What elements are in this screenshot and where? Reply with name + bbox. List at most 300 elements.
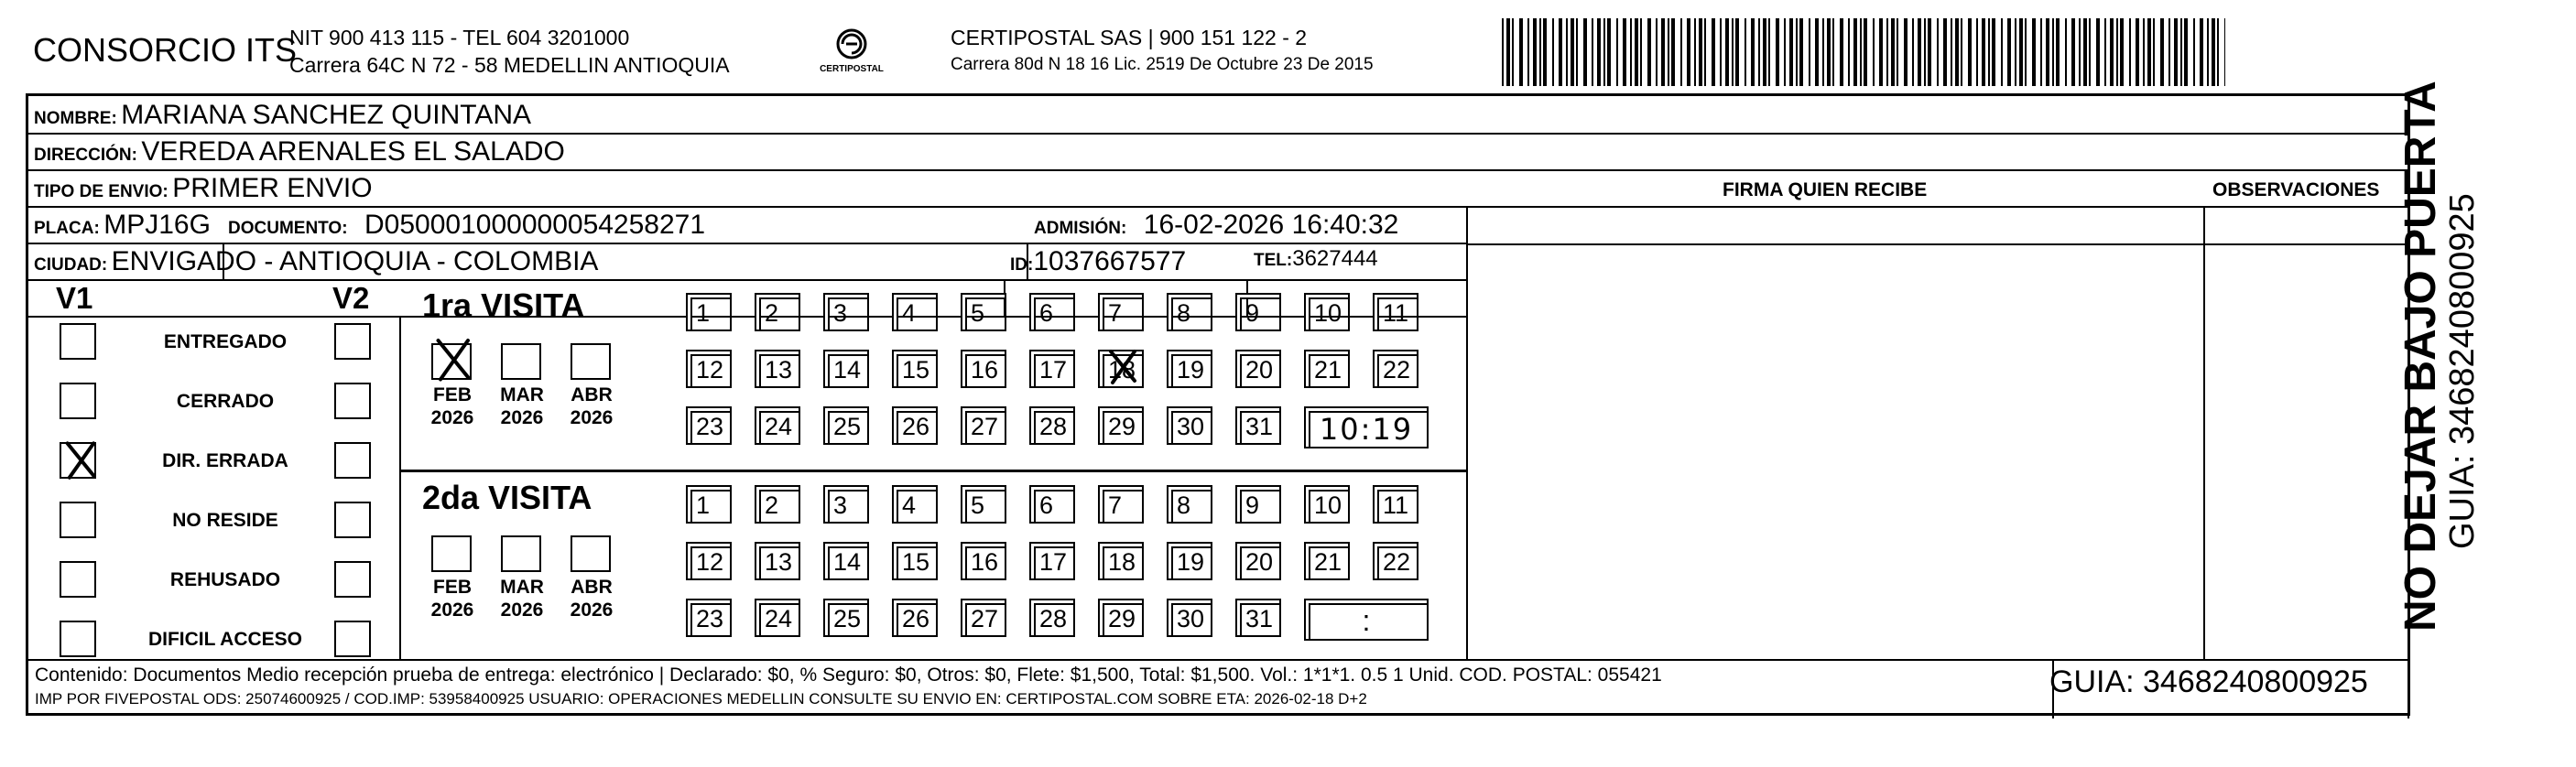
day-number: 5: [971, 492, 985, 519]
day-box[interactable]: [1167, 599, 1212, 637]
barcode-bar: [1566, 18, 1568, 86]
barcode-bar: [1704, 18, 1706, 86]
barcode-bar: [2168, 18, 2170, 86]
day-box[interactable]: [1029, 406, 1075, 445]
day-box[interactable]: [1098, 485, 1144, 524]
barcode-bar: [1918, 18, 1921, 86]
day-box[interactable]: [1098, 599, 1144, 637]
day-number: 28: [1039, 413, 1068, 440]
day-box[interactable]: [686, 350, 732, 388]
month-checkbox[interactable]: [501, 343, 541, 380]
barcode-bar: [1539, 18, 1541, 86]
visit-time: :: [1362, 604, 1371, 637]
month-checkbox[interactable]: [571, 343, 611, 380]
day-number: 8: [1177, 299, 1191, 327]
day-number: 21: [1314, 356, 1342, 384]
v2-checkbox[interactable]: [334, 502, 371, 538]
v2-checkbox[interactable]: [334, 442, 371, 479]
barcode-bar: [1832, 18, 1834, 86]
barcode-bar: [2079, 18, 2081, 86]
month-year: 2026: [500, 600, 544, 621]
day-number: 14: [833, 356, 862, 384]
day-number: 25: [833, 605, 862, 632]
recipient-name-row: [34, 100, 531, 131]
footer-guia: GUIA: 3468240800925: [2049, 664, 2368, 699]
status-option-label: DIR. ERRADA: [162, 450, 288, 471]
day-number: 4: [902, 299, 917, 327]
day-number: 1: [696, 492, 711, 519]
barcode-bar: [1968, 18, 1972, 86]
day-box[interactable]: [1029, 350, 1075, 388]
barcode-bar: [1860, 18, 1862, 86]
documento-value: D050001000000054258271: [364, 210, 706, 240]
day-number: 12: [696, 356, 724, 384]
month-checkbox[interactable]: [431, 535, 472, 572]
day-box[interactable]: [823, 542, 869, 580]
day-box[interactable]: [892, 485, 938, 524]
barcode-bar: [1502, 18, 1504, 86]
shipment-type: PRIMER ENVIO: [172, 173, 373, 203]
handwritten-check-mark: [1105, 348, 1142, 384]
barcode-bar: [2160, 18, 2164, 86]
barcode-bar: [2120, 18, 2124, 86]
barcode-bar: [1712, 18, 1715, 86]
day-number: 13: [765, 548, 793, 576]
day-box[interactable]: [755, 293, 800, 331]
day-number: 28: [1039, 605, 1068, 632]
day-box[interactable]: [1304, 485, 1350, 524]
handwritten-check-mark: [431, 336, 477, 382]
ciudad-value: ENVIGADO - ANTIOQUIA - COLOMBIA: [111, 246, 599, 276]
day-box[interactable]: [1235, 599, 1281, 637]
day-box[interactable]: [755, 599, 800, 637]
day-number: 10: [1314, 492, 1342, 519]
day-number: 13: [765, 356, 793, 384]
time-box[interactable]: [1304, 406, 1429, 448]
day-box[interactable]: [755, 350, 800, 388]
barcode-bar: [1725, 18, 1729, 86]
day-box[interactable]: [1167, 406, 1212, 445]
barcode-bar: [1603, 18, 1605, 86]
day-box[interactable]: [1373, 293, 1418, 331]
documento-label: DOCUMENTO:: [228, 219, 348, 238]
direccion-label: DIRECCIÓN:: [34, 146, 137, 165]
day-box[interactable]: [892, 599, 938, 637]
admision-value: 16-02-2026 16:40:32: [1143, 210, 1399, 240]
day-box[interactable]: [686, 599, 732, 637]
placa-field: [34, 210, 211, 241]
month-checkbox[interactable]: [571, 535, 611, 572]
barcode-bar: [1897, 18, 1898, 86]
day-box[interactable]: [755, 485, 800, 524]
day-number: 19: [1177, 548, 1205, 576]
barcode-bar: [1597, 18, 1601, 86]
barcode-bar: [1668, 18, 1669, 86]
barcode-bar: [2200, 18, 2203, 86]
barcode-bar: [2001, 18, 2003, 86]
day-box[interactable]: [1304, 542, 1350, 580]
barcode-bar: [1809, 18, 1810, 86]
barcode-bar: [1840, 18, 1843, 86]
barcode-bar: [1583, 18, 1587, 86]
day-box[interactable]: [961, 293, 1006, 331]
day-box[interactable]: [1167, 350, 1212, 388]
barcode-bar: [1789, 18, 1793, 86]
barcode-bar: [1623, 18, 1626, 86]
barcode-bar: [1640, 18, 1642, 86]
day-number: 16: [971, 356, 999, 384]
barcode-bar: [1687, 18, 1690, 86]
tel-label: TEL:: [1254, 251, 1293, 270]
day-box[interactable]: [961, 485, 1006, 524]
observaciones-header: OBSERVACIONES: [2212, 179, 2380, 200]
day-box[interactable]: [1304, 293, 1350, 331]
barcode-bar: [2110, 18, 2114, 86]
barcode-bar: [2116, 18, 2118, 86]
day-number: 20: [1245, 356, 1274, 384]
barcode-bar: [1873, 18, 1875, 86]
barcode-bar: [1988, 18, 1990, 86]
barcode-bar: [1527, 18, 1529, 86]
day-number: 6: [1039, 492, 1054, 519]
month-label: [494, 384, 550, 429]
day-box[interactable]: [1373, 350, 1418, 388]
barcode-bar: [2096, 18, 2100, 86]
barcode-bar: [1571, 18, 1574, 86]
id-label: ID:: [1010, 255, 1034, 275]
barcode-bar: [1928, 18, 1931, 86]
day-box[interactable]: [1098, 406, 1144, 445]
day-number: 25: [833, 413, 862, 440]
day-box[interactable]: [755, 406, 800, 445]
v2-checkbox[interactable]: [334, 561, 371, 598]
status-option-label: DIFICIL ACCESO: [147, 629, 302, 650]
day-number: 31: [1245, 605, 1274, 632]
day-number: 2: [765, 492, 779, 519]
barcode-bar: [1661, 18, 1665, 86]
barcode-bar: [1992, 18, 1995, 86]
day-number: 11: [1383, 299, 1409, 327]
day-box[interactable]: [1098, 293, 1144, 331]
barcode-bar: [2153, 18, 2155, 86]
day-box[interactable]: [1029, 485, 1075, 524]
day-number: 4: [902, 492, 917, 519]
recipient-address: VEREDA ARENALES EL SALADO: [141, 136, 565, 167]
barcode-bar: [2193, 18, 2195, 86]
barcode-bar: [1559, 18, 1562, 86]
day-box[interactable]: [892, 406, 938, 445]
day-box[interactable]: [1235, 293, 1281, 331]
day-number: 17: [1039, 356, 1068, 384]
barcode-bar: [1976, 18, 1978, 86]
barcode-bar: [2212, 18, 2215, 86]
day-number: 15: [902, 548, 930, 576]
day-box[interactable]: [823, 485, 869, 524]
barcode-bar: [1886, 18, 1888, 86]
day-number: 27: [971, 413, 999, 440]
barcode-bar: [1732, 18, 1734, 86]
v1-checkbox[interactable]: [60, 561, 96, 598]
v1-checkbox[interactable]: [60, 502, 96, 538]
day-number: 11: [1383, 492, 1409, 519]
barcode-bar: [2019, 18, 2023, 86]
day-box[interactable]: [686, 485, 732, 524]
barcode: [1502, 18, 2225, 86]
month-label: [494, 576, 550, 621]
barcode-bar: [1951, 18, 1952, 86]
certipostal-info: [951, 24, 1374, 79]
barcode-bar: [1937, 18, 1939, 86]
day-box[interactable]: [1235, 485, 1281, 524]
admision-label: ADMISIÓN:: [1034, 219, 1127, 238]
barcode-bar: [2104, 18, 2106, 86]
tel-field: [1254, 246, 1378, 272]
barcode-bar: [1607, 18, 1611, 86]
v2-checkbox[interactable]: [334, 383, 371, 419]
barcode-bar: [2056, 18, 2060, 86]
barcode-bar: [1751, 18, 1755, 86]
day-number: 27: [971, 605, 999, 632]
barcode-bar: [1776, 18, 1779, 86]
day-box[interactable]: [1167, 293, 1212, 331]
barcode-bar: [2040, 18, 2042, 86]
v2-header: V2: [332, 281, 370, 315]
company-name: CONSORCIO ITS: [33, 31, 298, 69]
day-number: 7: [1108, 299, 1123, 327]
certipostal-line: CERTIPOSTAL SAS | 900 151 122 - 2: [951, 26, 1308, 49]
day-box[interactable]: [755, 542, 800, 580]
month-year: 2026: [500, 407, 544, 428]
recipient-name: MARIANA SANCHEZ QUINTANA: [121, 100, 532, 130]
barcode-bar: [1904, 18, 1908, 86]
day-box[interactable]: [823, 293, 869, 331]
barcode-bar: [1864, 18, 1867, 86]
barcode-bar: [2083, 18, 2087, 86]
day-box[interactable]: [892, 350, 938, 388]
barcode-bar: [1827, 18, 1831, 86]
barcode-bar: [1853, 18, 1857, 86]
barcode-bar: [1671, 18, 1675, 86]
barcode-bar: [1720, 18, 1722, 86]
ciudad-label: CIUDAD:: [34, 255, 108, 275]
id-value: 1037667577: [1033, 246, 1187, 276]
day-number: 18: [1108, 548, 1136, 576]
day-box[interactable]: [1235, 350, 1281, 388]
barcode-bar: [1912, 18, 1914, 86]
barcode-bar: [1799, 18, 1803, 86]
day-box[interactable]: [823, 350, 869, 388]
day-box[interactable]: [1167, 542, 1212, 580]
day-box[interactable]: [1029, 542, 1075, 580]
address-line: Carrera 64C N 72 - 58 MEDELLIN ANTIOQUIA: [289, 53, 730, 77]
day-box[interactable]: [1373, 542, 1418, 580]
barcode-bar: [2046, 18, 2049, 86]
barcode-bar: [1533, 18, 1537, 86]
day-number: 8: [1177, 492, 1191, 519]
barcode-bar: [1815, 18, 1819, 86]
v2-checkbox[interactable]: [334, 323, 371, 360]
barcode-bar: [1982, 18, 1985, 86]
status-option-label: CERRADO: [176, 391, 275, 412]
day-number: 24: [765, 413, 793, 440]
barcode-bar: [2032, 18, 2036, 86]
footer-contents: Contenido: Documentos Medio recepción prueba de entrega: electrónico | Declarado: $0, % Seguro: $0, Otros: $0, Flete: $1,500, Total: $1,500. Vol.: 1*1*1. 0.5 1 Unid. COD. POSTAL: 055421: [35, 664, 1662, 686]
logo-text: CERTIPOSTAL: [820, 64, 884, 74]
day-box[interactable]: [1304, 350, 1350, 388]
day-box[interactable]: [823, 406, 869, 445]
barcode-bar: [1635, 18, 1638, 86]
status-option-label: REHUSADO: [169, 569, 281, 590]
day-number: 18: [1108, 356, 1136, 384]
v1-checkbox[interactable]: [60, 383, 96, 419]
day-number: 29: [1108, 605, 1136, 632]
barcode-bar: [1745, 18, 1746, 86]
placa-value: MPJ16G: [103, 210, 211, 240]
visit2-title: 2da VISITA: [422, 479, 592, 516]
v1-checkbox[interactable]: [60, 323, 96, 360]
barcode-bar: [1879, 18, 1883, 86]
day-box[interactable]: [1235, 406, 1281, 445]
side-guia: GUIA: 3468240800925: [2443, 193, 2482, 549]
status-option-label: NO RESIDE: [172, 510, 278, 531]
barcode-bar: [2224, 18, 2225, 86]
day-box[interactable]: [1167, 485, 1212, 524]
day-number: 3: [833, 492, 848, 519]
day-number: 6: [1039, 299, 1054, 327]
v2-checkbox[interactable]: [334, 621, 371, 657]
month-name: FEB: [433, 577, 472, 598]
certipostal-logo: [806, 26, 897, 81]
day-number: 20: [1245, 548, 1274, 576]
month-name: FEB: [433, 384, 472, 405]
barcode-bar: [1656, 18, 1658, 86]
month-label: [563, 384, 620, 429]
side-warning: NO DEJAR BAJO PUERTA: [2397, 81, 2445, 632]
status-option-label: ENTREGADO: [163, 331, 288, 352]
barcode-bar: [1763, 18, 1766, 86]
day-box[interactable]: [686, 406, 732, 445]
day-box[interactable]: [686, 293, 732, 331]
day-number: 19: [1177, 356, 1205, 384]
month-year: 2026: [430, 407, 474, 428]
day-number: 3: [833, 299, 848, 327]
day-box[interactable]: [1029, 293, 1075, 331]
barcode-bar: [1506, 18, 1510, 86]
barcode-bar: [2129, 18, 2131, 86]
barcode-bar: [1943, 18, 1947, 86]
day-box[interactable]: [1098, 542, 1144, 580]
barcode-bar: [2136, 18, 2139, 86]
id-field: [1010, 246, 1186, 277]
barcode-bar: [1519, 18, 1523, 86]
certipostal-license: Carrera 80d N 18 16 Lic. 2519 De Octubre 23 De 2015: [951, 55, 1374, 74]
v1-checkbox[interactable]: [60, 621, 96, 657]
day-number: 30: [1177, 605, 1205, 632]
barcode-bar: [1891, 18, 1895, 86]
barcode-bar: [1694, 18, 1696, 86]
day-number: 7: [1108, 492, 1123, 519]
day-box[interactable]: [1029, 599, 1075, 637]
month-name: ABR: [571, 577, 613, 598]
day-box[interactable]: [892, 293, 938, 331]
day-number: 26: [902, 413, 930, 440]
barcode-bar: [1592, 18, 1593, 86]
visit-time: 10:19: [1319, 412, 1414, 447]
ciudad-field: [34, 246, 598, 277]
handwritten-check-mark: [61, 439, 102, 480]
month-name: MAR: [500, 577, 544, 598]
barcode-bar: [1576, 18, 1578, 86]
shipment-type-row: [34, 173, 373, 204]
barcode-bar: [2089, 18, 2091, 86]
day-number: 17: [1039, 548, 1068, 576]
day-number: 30: [1177, 413, 1205, 440]
barcode-bar: [2025, 18, 2027, 86]
barcode-bar: [1955, 18, 1959, 86]
month-checkbox[interactable]: [501, 535, 541, 572]
placa-label: PLACA:: [34, 219, 100, 238]
barcode-bar: [1784, 18, 1786, 86]
barcode-bar: [1630, 18, 1632, 86]
barcode-bar: [2207, 18, 2209, 86]
day-box[interactable]: [823, 599, 869, 637]
barcode-bar: [1543, 18, 1547, 86]
day-number: 29: [1108, 413, 1136, 440]
delivery-form: [26, 93, 2410, 716]
day-number: 12: [696, 548, 724, 576]
company-contact: [289, 24, 730, 79]
month-year: 2026: [570, 407, 614, 428]
day-box[interactable]: [961, 350, 1006, 388]
barcode-bar: [1616, 18, 1618, 86]
barcode-bar: [1735, 18, 1739, 86]
month-year: 2026: [570, 600, 614, 621]
day-number: 9: [1245, 492, 1260, 519]
barcode-bar: [2052, 18, 2054, 86]
barcode-bar: [2147, 18, 2151, 86]
barcode-bar: [2184, 18, 2188, 86]
day-number: 26: [902, 605, 930, 632]
day-box[interactable]: [892, 542, 938, 580]
day-number: 10: [1314, 299, 1342, 327]
month-label: [424, 576, 481, 621]
day-box[interactable]: [961, 542, 1006, 580]
day-number: 23: [696, 605, 724, 632]
day-box[interactable]: [1373, 485, 1418, 524]
day-number: 22: [1383, 356, 1411, 384]
barcode-bar: [1680, 18, 1682, 86]
visit1-title: 1ra VISITA: [422, 286, 585, 324]
day-box[interactable]: [961, 406, 1006, 445]
month-label: [563, 576, 620, 621]
nombre-label: NOMBRE:: [34, 109, 117, 128]
day-box[interactable]: [1235, 542, 1281, 580]
barcode-bar: [1924, 18, 1926, 86]
month-name: ABR: [571, 384, 613, 405]
barcode-bar: [1758, 18, 1760, 86]
day-box[interactable]: [961, 599, 1006, 637]
tipo-label: TIPO DE ENVIO:: [34, 182, 168, 201]
barcode-bar: [2007, 18, 2011, 86]
day-number: 21: [1314, 548, 1342, 576]
day-number: 15: [902, 356, 930, 384]
day-box[interactable]: [686, 542, 732, 580]
documento-field: [228, 210, 705, 241]
nit-line: NIT 900 413 115 - TEL 604 3201000: [289, 26, 630, 49]
barcode-bar: [2180, 18, 2182, 86]
time-box[interactable]: [1304, 599, 1429, 641]
day-number: 22: [1383, 548, 1411, 576]
